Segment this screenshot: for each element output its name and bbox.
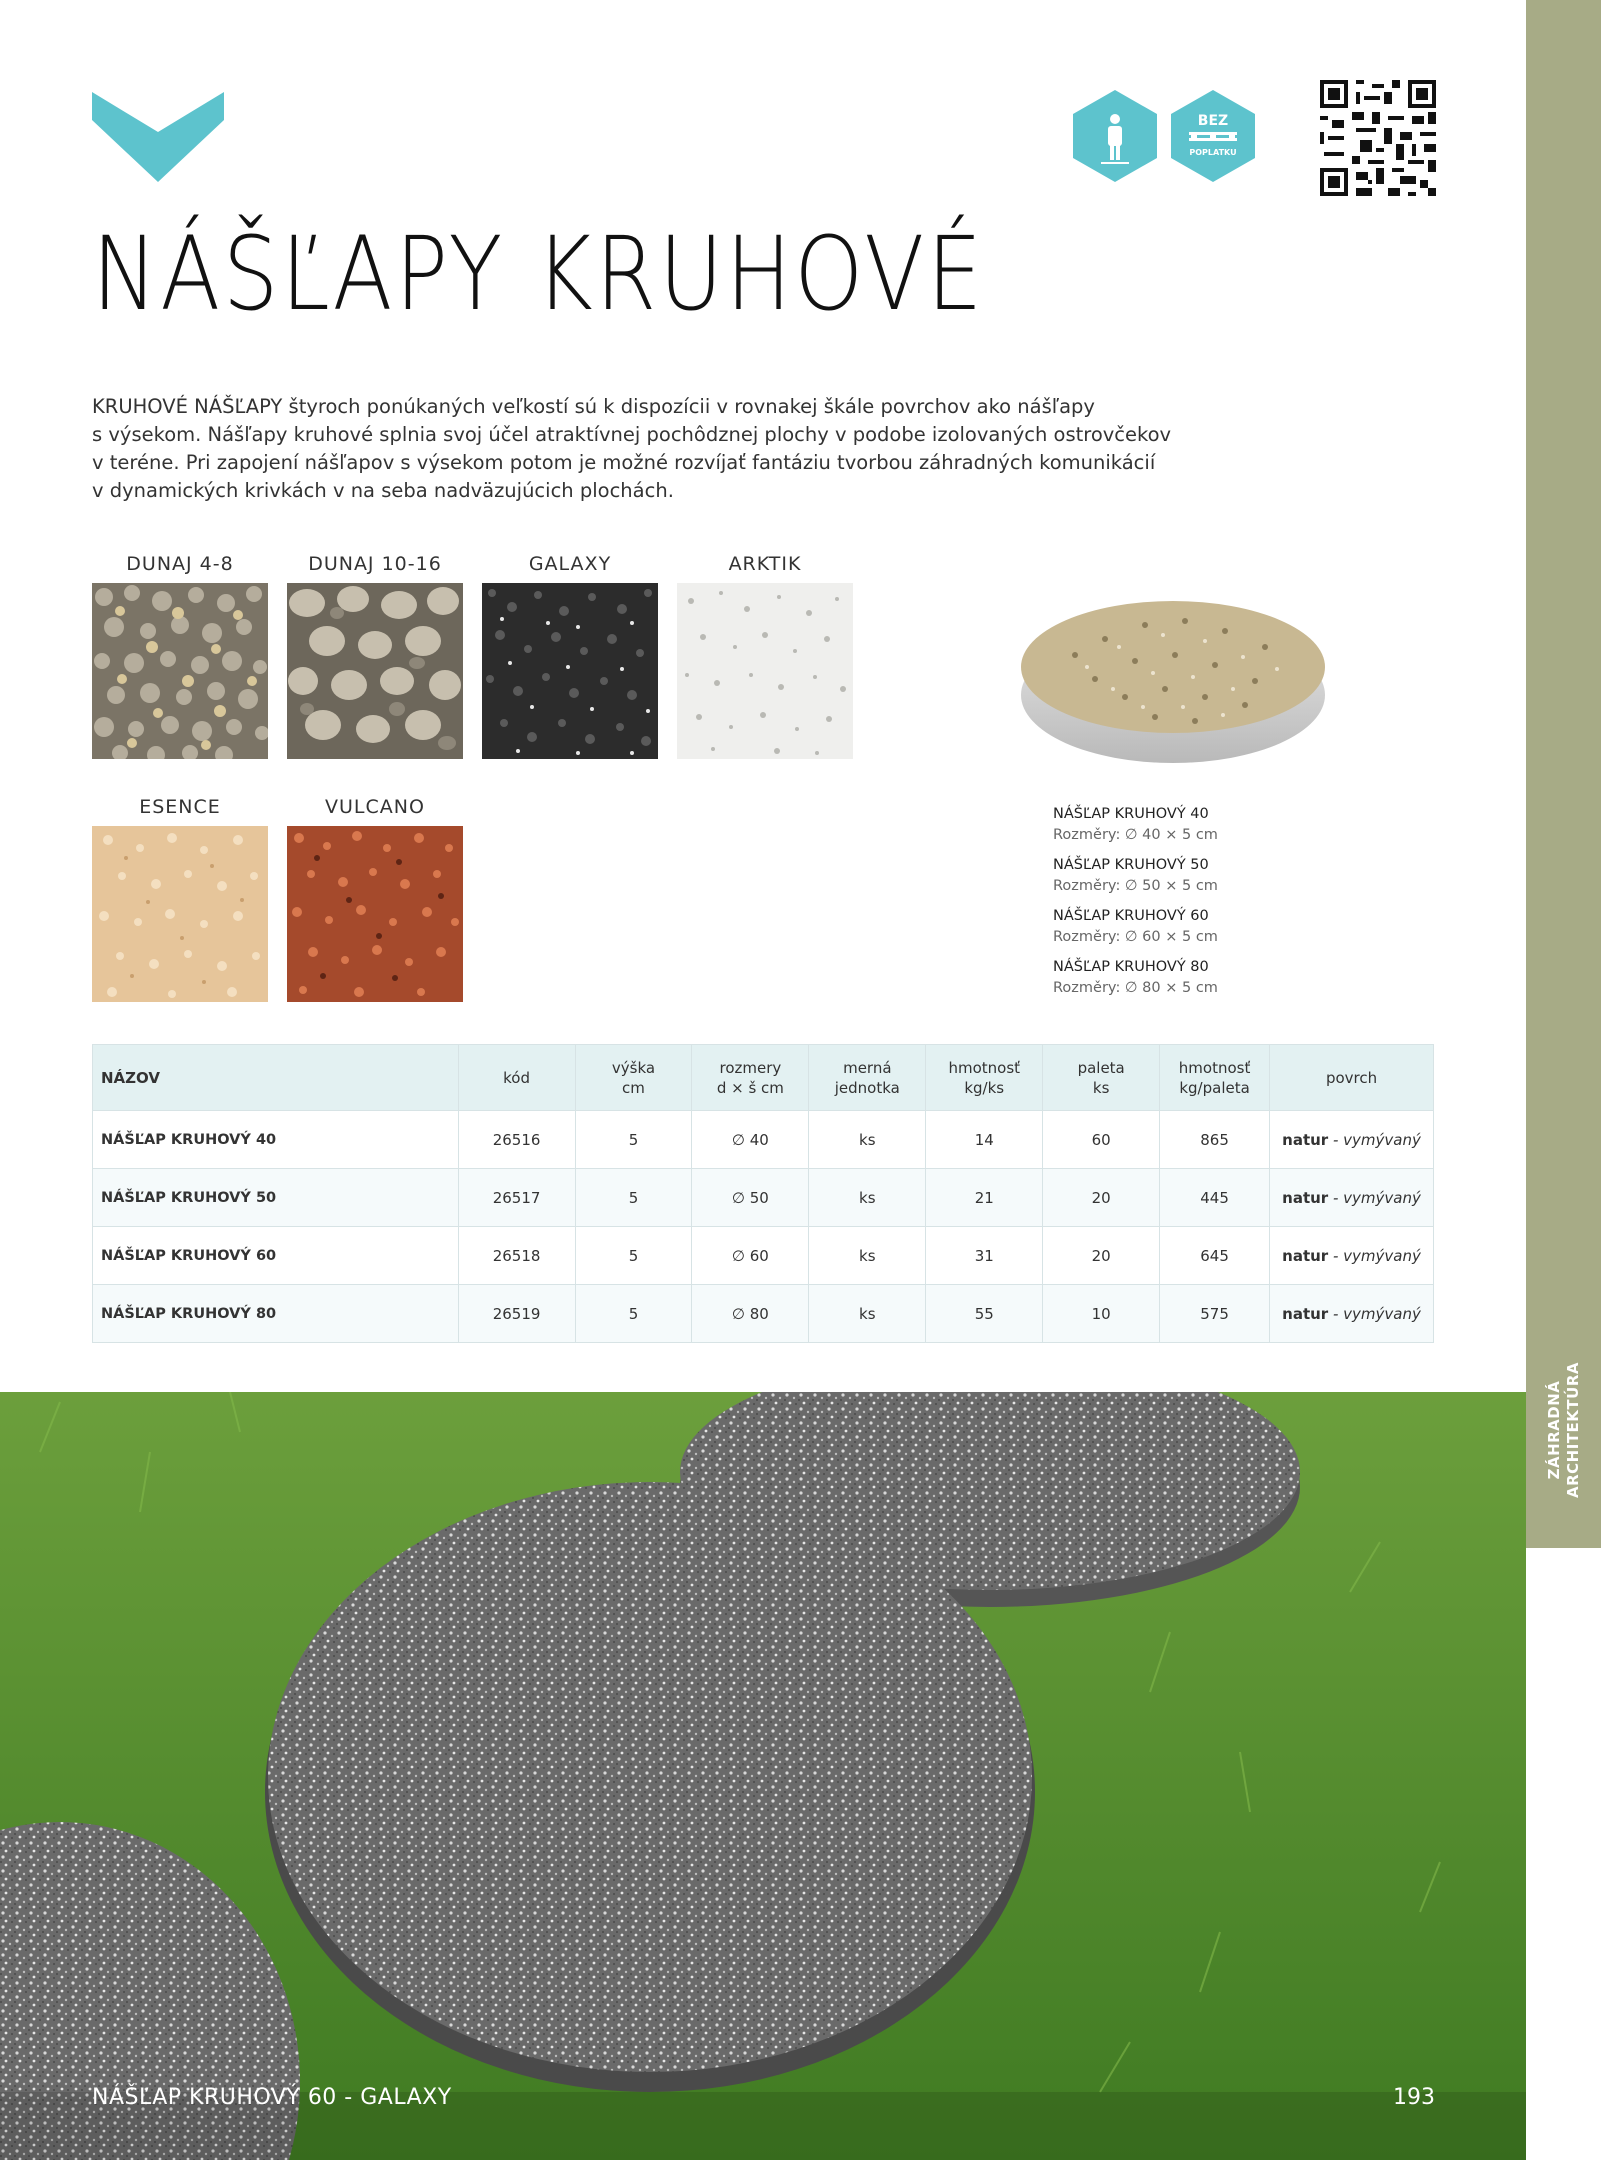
variant-name: NÁŠĽAP KRUHOVÝ 50: [1053, 857, 1209, 873]
col-header-paleta: paleta ks: [1043, 1045, 1160, 1111]
col-header-vyska: výška cm: [575, 1045, 692, 1111]
swatch-label: VULCANO: [325, 796, 425, 818]
swatch-label: ARKTIK: [728, 553, 802, 575]
variant-dims: Rozměry: ∅ 40 × 5 cm: [1053, 827, 1218, 843]
cell-kod: 26518: [458, 1227, 575, 1285]
bez-label: BEZ: [1197, 113, 1229, 129]
cell-kod: 26517: [458, 1169, 575, 1227]
cell-vyska: 5: [575, 1227, 692, 1285]
cell-hmotnost-ks: 21: [926, 1169, 1043, 1227]
variant-dims: Rozměry: ∅ 80 × 5 cm: [1053, 980, 1218, 996]
variant-item: [1053, 905, 1353, 947]
swatch-label: DUNAJ 4-8: [126, 553, 234, 575]
free-pallet-hex-icon: [1169, 88, 1257, 184]
table-header-row: [93, 1045, 1434, 1111]
cell-hmotnost-paleta: 645: [1160, 1227, 1270, 1285]
swatch-image-esence: [92, 826, 268, 1002]
cell-rozmery: ∅ 40: [692, 1111, 809, 1169]
intro-line: s výsekom. Nášľapy kruhové splnia svoj účel atraktívnej pochôdznej plochy v podobe izolovaných ostrovčekov: [92, 423, 1172, 446]
col-header-kod: kód: [458, 1045, 575, 1111]
cell-paleta: 10: [1043, 1285, 1160, 1343]
variant-dims: Rozměry: ∅ 50 × 5 cm: [1053, 878, 1218, 894]
cell-hmotnost-paleta: 445: [1160, 1169, 1270, 1227]
cell-name: NÁŠĽAP KRUHOVÝ 40: [93, 1111, 459, 1169]
swatch-image-dunaj-4-8: [92, 583, 268, 759]
cell-jednotka: ks: [809, 1169, 926, 1227]
cell-povrch: natur - vymývaný: [1270, 1227, 1434, 1285]
cell-vyska: 5: [575, 1285, 692, 1343]
cell-paleta: 20: [1043, 1227, 1160, 1285]
cell-jednotka: ks: [809, 1285, 926, 1343]
spec-table: [92, 1044, 1434, 1343]
side-tab-line2: ARCHITEKTÚRA: [1563, 1362, 1582, 1498]
swatch-dunaj-10-16[interactable]: [287, 553, 463, 763]
table-row: [93, 1169, 1434, 1227]
col-header-hmotnost-paleta: hmotnosť kg/paleta: [1160, 1045, 1270, 1111]
cell-paleta: 20: [1043, 1169, 1160, 1227]
swatch-image-arktik: [677, 583, 853, 759]
swatch-image-dunaj-10-16: [287, 583, 463, 759]
table-row: [93, 1285, 1434, 1343]
photo-caption: NÁŠĽAP KRUHOVÝ 60 - GALAXY: [92, 2085, 452, 2110]
variant-item: [1053, 803, 1353, 845]
variant-item: [1053, 854, 1353, 896]
swatch-esence[interactable]: [92, 796, 268, 1006]
swatch-label: DUNAJ 10-16: [308, 553, 442, 575]
side-tab-label: [1545, 1362, 1583, 1498]
cell-paleta: 60: [1043, 1111, 1160, 1169]
swatch-image-galaxy: [482, 583, 658, 759]
variant-dims: Rozměry: ∅ 60 × 5 cm: [1053, 929, 1218, 945]
col-header-nazov: NÁZOV: [93, 1045, 459, 1111]
poplatku-label: POPLATKU: [1189, 148, 1237, 157]
variant-name: NÁŠĽAP KRUHOVÝ 40: [1053, 806, 1209, 822]
variant-name: NÁŠĽAP KRUHOVÝ 80: [1053, 959, 1209, 975]
col-header-povrch: povrch: [1270, 1045, 1434, 1111]
side-tab-line1: ZÁHRADNÁ: [1544, 1380, 1563, 1480]
swatch-label: GALAXY: [528, 553, 612, 575]
variant-name: NÁŠĽAP KRUHOVÝ 60: [1053, 908, 1209, 924]
cell-hmotnost-paleta: 575: [1160, 1285, 1270, 1343]
cell-rozmery: ∅ 80: [692, 1285, 809, 1343]
intro-line: KRUHOVÉ NÁŠĽAPY štyroch ponúkaných veľkostí sú k dispozícii v rovnakej škále povrchov ako nášľapy: [92, 395, 1095, 418]
swatch-label: ESENCE: [139, 796, 221, 818]
table-row: [93, 1227, 1434, 1285]
cell-povrch: natur - vymývaný: [1270, 1111, 1434, 1169]
col-header-hmotnost-ks: hmotnosť kg/ks: [926, 1045, 1043, 1111]
intro-line: v teréne. Pri zapojení nášľapov s výsekom potom je možné rozvíjať fantáziu tvorbou záhradných komunikácií: [92, 451, 1156, 474]
table-row: [93, 1111, 1434, 1169]
swatch-galaxy[interactable]: [482, 553, 658, 763]
cell-kod: 26516: [458, 1111, 575, 1169]
cell-vyska: 5: [575, 1111, 692, 1169]
swatch-vulcano[interactable]: [287, 796, 463, 1006]
cell-hmotnost-ks: 55: [926, 1285, 1043, 1343]
cell-hmotnost-ks: 14: [926, 1111, 1043, 1169]
cell-rozmery: ∅ 50: [692, 1169, 809, 1227]
cell-rozmery: ∅ 60: [692, 1227, 809, 1285]
swatch-dunaj-4-8[interactable]: [92, 553, 268, 763]
swatch-image-vulcano: [287, 826, 463, 1002]
garden-photo: [0, 1392, 1526, 2160]
page-number: 193: [1393, 2085, 1435, 2110]
side-tab[interactable]: [1526, 1330, 1601, 1530]
variant-item: [1053, 956, 1353, 998]
qr-code-icon[interactable]: [1320, 80, 1436, 196]
cell-vyska: 5: [575, 1169, 692, 1227]
cell-povrch: natur - vymývaný: [1270, 1285, 1434, 1343]
cell-hmotnost-paleta: 865: [1160, 1111, 1270, 1169]
intro-line: v dynamických krivkách v na seba nadväzujúcich plochách.: [92, 479, 674, 502]
logo-chevron-icon: [92, 92, 224, 182]
col-header-jednotka: merná jednotka: [809, 1045, 926, 1111]
cell-name: NÁŠĽAP KRUHOVÝ 50: [93, 1169, 459, 1227]
cell-kod: 26519: [458, 1285, 575, 1343]
col-header-rozmery: rozmery d × š cm: [692, 1045, 809, 1111]
page-title: NÁŠĽAPY KRUHOVÉ: [92, 215, 985, 334]
cell-name: NÁŠĽAP KRUHOVÝ 80: [93, 1285, 459, 1343]
cell-name: NÁŠĽAP KRUHOVÝ 60: [93, 1227, 459, 1285]
side-bar: [1526, 0, 1601, 1548]
cell-hmotnost-ks: 31: [926, 1227, 1043, 1285]
cell-jednotka: ks: [809, 1111, 926, 1169]
intro-text: [92, 393, 1172, 505]
cell-povrch: natur - vymývaný: [1270, 1169, 1434, 1227]
swatch-arktik[interactable]: [677, 553, 853, 763]
stepping-stone-image: [1015, 585, 1330, 775]
variants-list: [1053, 803, 1353, 1007]
pedestrian-hex-icon: [1071, 88, 1159, 184]
cell-jednotka: ks: [809, 1227, 926, 1285]
